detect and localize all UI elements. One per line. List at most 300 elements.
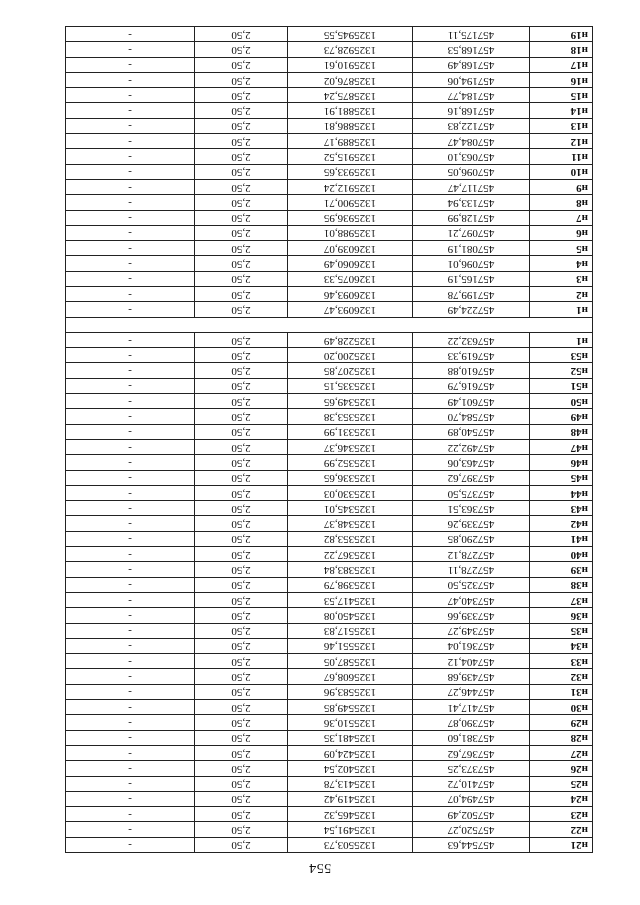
block-separator-row <box>66 317 593 332</box>
note-cell: - <box>66 118 195 133</box>
error-cell: 2,50 <box>195 470 288 485</box>
point-id-cell: н5 <box>530 241 593 256</box>
point-id-cell: н9 <box>530 179 593 194</box>
table-row <box>66 363 593 378</box>
x-coordinate-cell: 457540,89 <box>413 424 530 439</box>
x-coordinate-cell: 457133,94 <box>413 195 530 210</box>
note-cell: - <box>66 715 195 730</box>
error-cell: 2,50 <box>195 26 288 41</box>
coordinates-table-body <box>66 26 593 852</box>
note-cell: - <box>66 439 195 454</box>
x-coordinate-cell: 457340,47 <box>413 592 530 607</box>
x-coordinate-cell: 457616,79 <box>413 378 530 393</box>
point-id-cell: н26 <box>530 761 593 776</box>
error-cell: 2,50 <box>195 485 288 500</box>
point-id-cell: н45 <box>530 470 593 485</box>
table-row <box>66 730 593 745</box>
note-cell: - <box>66 470 195 485</box>
y-coordinate-cell: 1325912,24 <box>288 179 413 194</box>
note-cell: - <box>66 225 195 240</box>
y-coordinate-cell: 1326060,49 <box>288 256 413 271</box>
y-coordinate-cell: 1325331,99 <box>288 424 413 439</box>
table-row <box>66 42 593 57</box>
note-cell: - <box>66 669 195 684</box>
table-row <box>66 791 593 806</box>
table-row <box>66 577 593 592</box>
error-cell: 2,50 <box>195 562 288 577</box>
table-row <box>66 118 593 133</box>
note-cell: - <box>66 195 195 210</box>
y-coordinate-cell: 1326039,07 <box>288 241 413 256</box>
error-cell: 2,50 <box>195 271 288 286</box>
note-cell: - <box>66 776 195 791</box>
note-cell: - <box>66 516 195 531</box>
note-cell: - <box>66 103 195 118</box>
table-row <box>66 470 593 485</box>
error-cell: 2,50 <box>195 837 288 852</box>
error-cell: 2,50 <box>195 72 288 87</box>
table-row <box>66 394 593 409</box>
note-cell: - <box>66 424 195 439</box>
table-row <box>66 256 593 271</box>
table-row <box>66 547 593 562</box>
point-id-cell: н49 <box>530 409 593 424</box>
point-id-cell: н53 <box>530 348 593 363</box>
x-coordinate-cell: 457325,50 <box>413 577 530 592</box>
note-cell: - <box>66 485 195 500</box>
x-coordinate-cell: 457096,01 <box>413 256 530 271</box>
table-row <box>66 592 593 607</box>
note-cell: - <box>66 363 195 378</box>
point-id-cell: н16 <box>530 72 593 87</box>
y-coordinate-cell: 1325889,17 <box>288 134 413 149</box>
y-coordinate-cell: 1325936,95 <box>288 210 413 225</box>
x-coordinate-cell: 457492,22 <box>413 439 530 454</box>
x-coordinate-cell: 457463,06 <box>413 455 530 470</box>
table-row <box>66 195 593 210</box>
note-cell: - <box>66 761 195 776</box>
x-coordinate-cell: 457168,16 <box>413 103 530 118</box>
point-id-cell: н1 <box>530 332 593 347</box>
point-id-cell: н2 <box>530 287 593 302</box>
point-id-cell: н1 <box>530 302 593 317</box>
error-cell: 2,50 <box>195 700 288 715</box>
error-cell: 2,50 <box>195 516 288 531</box>
y-coordinate-cell: 1325345,01 <box>288 501 413 516</box>
point-id-cell: н47 <box>530 439 593 454</box>
x-coordinate-cell: 457361,04 <box>413 638 530 653</box>
point-id-cell: н25 <box>530 776 593 791</box>
y-coordinate-cell: 1325465,32 <box>288 807 413 822</box>
y-coordinate-cell: 1325450,08 <box>288 608 413 623</box>
y-coordinate-cell: 1325933,65 <box>288 164 413 179</box>
x-coordinate-cell: 457278,11 <box>413 562 530 577</box>
error-cell: 2,50 <box>195 791 288 806</box>
x-coordinate-cell: 457584,70 <box>413 409 530 424</box>
table-row <box>66 287 593 302</box>
y-coordinate-cell: 1325353,38 <box>288 409 413 424</box>
note-cell: - <box>66 684 195 699</box>
point-id-cell: н43 <box>530 501 593 516</box>
note-cell: - <box>66 531 195 546</box>
y-coordinate-cell: 1325207,85 <box>288 363 413 378</box>
y-coordinate-cell: 1325330,03 <box>288 485 413 500</box>
x-coordinate-cell: 457381,60 <box>413 730 530 745</box>
table-row <box>66 179 593 194</box>
table-row <box>66 822 593 837</box>
point-id-cell: н37 <box>530 592 593 607</box>
note-cell: - <box>66 409 195 424</box>
table-row <box>66 776 593 791</box>
x-coordinate-cell: 457417,41 <box>413 700 530 715</box>
note-cell: - <box>66 26 195 41</box>
y-coordinate-cell: 1325402,54 <box>288 761 413 776</box>
point-id-cell: н52 <box>530 363 593 378</box>
error-cell: 2,50 <box>195 118 288 133</box>
x-coordinate-cell: 457278,12 <box>413 547 530 562</box>
note-cell: - <box>66 547 195 562</box>
note-cell: - <box>66 256 195 271</box>
table-row <box>66 302 593 317</box>
table-row <box>66 57 593 72</box>
note-cell: - <box>66 837 195 852</box>
point-id-cell: н7 <box>530 210 593 225</box>
table-row <box>66 378 593 393</box>
x-coordinate-cell: 457339,26 <box>413 516 530 531</box>
y-coordinate-cell: 1325228,49 <box>288 332 413 347</box>
error-cell: 2,50 <box>195 669 288 684</box>
table-row <box>66 26 593 41</box>
table-row <box>66 409 593 424</box>
y-coordinate-cell: 1325336,65 <box>288 470 413 485</box>
point-id-cell: н48 <box>530 424 593 439</box>
table-row <box>66 623 593 638</box>
y-coordinate-cell: 1325352,99 <box>288 455 413 470</box>
note-cell: - <box>66 623 195 638</box>
error-cell: 2,50 <box>195 164 288 179</box>
y-coordinate-cell: 1326093,47 <box>288 302 413 317</box>
table-row <box>66 210 593 225</box>
y-coordinate-cell: 1325413,78 <box>288 776 413 791</box>
point-id-cell: н39 <box>530 562 593 577</box>
x-coordinate-cell: 457224,49 <box>413 302 530 317</box>
table-row <box>66 424 593 439</box>
note-cell: - <box>66 807 195 822</box>
note-cell: - <box>66 271 195 286</box>
error-cell: 2,50 <box>195 424 288 439</box>
note-cell: - <box>66 562 195 577</box>
note-cell: - <box>66 57 195 72</box>
y-coordinate-cell: 1325417,53 <box>288 592 413 607</box>
table-row <box>66 516 593 531</box>
y-coordinate-cell: 1325491,54 <box>288 822 413 837</box>
y-coordinate-cell: 1325346,37 <box>288 439 413 454</box>
x-coordinate-cell: 457339,66 <box>413 608 530 623</box>
table-row <box>66 608 593 623</box>
table-row <box>66 455 593 470</box>
note-cell: - <box>66 241 195 256</box>
note-cell: - <box>66 730 195 745</box>
point-id-cell: н27 <box>530 745 593 760</box>
table-row <box>66 332 593 347</box>
x-coordinate-cell: 457096,05 <box>413 164 530 179</box>
x-coordinate-cell: 457619,33 <box>413 348 530 363</box>
note-cell: - <box>66 149 195 164</box>
point-id-cell: н50 <box>530 394 593 409</box>
y-coordinate-cell: 1325945,55 <box>288 26 413 41</box>
error-cell: 2,50 <box>195 807 288 822</box>
note-cell: - <box>66 348 195 363</box>
note-cell: - <box>66 287 195 302</box>
point-id-cell: н32 <box>530 669 593 684</box>
point-id-cell: н40 <box>530 547 593 562</box>
note-cell: - <box>66 210 195 225</box>
y-coordinate-cell: 1326075,33 <box>288 271 413 286</box>
table-row <box>66 562 593 577</box>
note-cell: - <box>66 378 195 393</box>
point-id-cell: н41 <box>530 531 593 546</box>
x-coordinate-cell: 457544,63 <box>413 837 530 852</box>
table-row <box>66 654 593 669</box>
x-coordinate-cell: 457439,68 <box>413 669 530 684</box>
point-id-cell: н11 <box>530 149 593 164</box>
point-id-cell: н28 <box>530 730 593 745</box>
note-cell: - <box>66 745 195 760</box>
error-cell: 2,50 <box>195 256 288 271</box>
error-cell: 2,50 <box>195 134 288 149</box>
table-row <box>66 669 593 684</box>
error-cell: 2,50 <box>195 776 288 791</box>
point-id-cell: н46 <box>530 455 593 470</box>
x-coordinate-cell: 457390,87 <box>413 715 530 730</box>
table-row <box>66 241 593 256</box>
note-cell: - <box>66 791 195 806</box>
table-row <box>66 638 593 653</box>
x-coordinate-cell: 457502,49 <box>413 807 530 822</box>
error-cell: 2,50 <box>195 654 288 669</box>
x-coordinate-cell: 457175,11 <box>413 26 530 41</box>
point-id-cell: н23 <box>530 807 593 822</box>
table-row <box>66 103 593 118</box>
table-row <box>66 485 593 500</box>
y-coordinate-cell: 1325481,35 <box>288 730 413 745</box>
x-coordinate-cell: 457446,27 <box>413 684 530 699</box>
y-coordinate-cell: 1325419,42 <box>288 791 413 806</box>
point-id-cell: н38 <box>530 577 593 592</box>
x-coordinate-cell: 457063,10 <box>413 149 530 164</box>
table-row <box>66 501 593 516</box>
note-cell: - <box>66 302 195 317</box>
y-coordinate-cell: 1326093,46 <box>288 287 413 302</box>
x-coordinate-cell: 457520,27 <box>413 822 530 837</box>
note-cell: - <box>66 654 195 669</box>
point-id-cell: н12 <box>530 134 593 149</box>
table-row <box>66 72 593 87</box>
point-id-cell: н44 <box>530 485 593 500</box>
point-id-cell: н19 <box>530 26 593 41</box>
x-coordinate-cell: 457168,53 <box>413 42 530 57</box>
x-coordinate-cell: 457397,62 <box>413 470 530 485</box>
x-coordinate-cell: 457601,49 <box>413 394 530 409</box>
y-coordinate-cell: 1325900,71 <box>288 195 413 210</box>
table-row <box>66 700 593 715</box>
error-cell: 2,50 <box>195 439 288 454</box>
note-cell: - <box>66 332 195 347</box>
table-row <box>66 837 593 852</box>
x-coordinate-cell: 457128,99 <box>413 210 530 225</box>
point-id-cell: н3 <box>530 271 593 286</box>
table-row <box>66 88 593 103</box>
point-id-cell: н34 <box>530 638 593 653</box>
error-cell: 2,50 <box>195 822 288 837</box>
point-id-cell: н30 <box>530 700 593 715</box>
error-cell: 2,50 <box>195 455 288 470</box>
x-coordinate-cell: 457367,62 <box>413 745 530 760</box>
error-cell: 2,50 <box>195 745 288 760</box>
note-cell: - <box>66 179 195 194</box>
error-cell: 2,50 <box>195 638 288 653</box>
y-coordinate-cell: 1325549,85 <box>288 700 413 715</box>
y-coordinate-cell: 1325988,01 <box>288 225 413 240</box>
error-cell: 2,50 <box>195 302 288 317</box>
x-coordinate-cell: 457117,47 <box>413 179 530 194</box>
y-coordinate-cell: 1325335,15 <box>288 378 413 393</box>
y-coordinate-cell: 1325583,96 <box>288 684 413 699</box>
table-row <box>66 531 593 546</box>
point-id-cell: н21 <box>530 837 593 852</box>
note-cell: - <box>66 394 195 409</box>
error-cell: 2,50 <box>195 241 288 256</box>
y-coordinate-cell: 1325367,22 <box>288 547 413 562</box>
point-id-cell: н35 <box>530 623 593 638</box>
y-coordinate-cell: 1325383,84 <box>288 562 413 577</box>
point-id-cell: н17 <box>530 57 593 72</box>
x-coordinate-cell: 457373,25 <box>413 761 530 776</box>
point-id-cell: н4 <box>530 256 593 271</box>
point-id-cell: н6 <box>530 225 593 240</box>
y-coordinate-cell: 1325928,73 <box>288 42 413 57</box>
table-row <box>66 745 593 760</box>
error-cell: 2,50 <box>195 715 288 730</box>
y-coordinate-cell: 1325503,73 <box>288 837 413 852</box>
x-coordinate-cell: 457290,85 <box>413 531 530 546</box>
x-coordinate-cell: 457097,21 <box>413 225 530 240</box>
table-row <box>66 134 593 149</box>
note-cell: - <box>66 700 195 715</box>
error-cell: 2,50 <box>195 195 288 210</box>
point-id-cell: н18 <box>530 42 593 57</box>
x-coordinate-cell: 457404,12 <box>413 654 530 669</box>
x-coordinate-cell: 457168,49 <box>413 57 530 72</box>
x-coordinate-cell: 457375,50 <box>413 485 530 500</box>
y-coordinate-cell: 1325510,36 <box>288 715 413 730</box>
error-cell: 2,50 <box>195 623 288 638</box>
block-separator-cell <box>66 317 593 332</box>
error-cell: 2,50 <box>195 409 288 424</box>
x-coordinate-cell: 457610,88 <box>413 363 530 378</box>
note-cell: - <box>66 638 195 653</box>
note-cell: - <box>66 822 195 837</box>
error-cell: 2,50 <box>195 547 288 562</box>
error-cell: 2,50 <box>195 730 288 745</box>
error-cell: 2,50 <box>195 42 288 57</box>
error-cell: 2,50 <box>195 363 288 378</box>
point-id-cell: н14 <box>530 103 593 118</box>
page-number: 554 <box>308 860 332 875</box>
y-coordinate-cell: 1325398,79 <box>288 577 413 592</box>
point-id-cell: н24 <box>530 791 593 806</box>
y-coordinate-cell: 1325910,61 <box>288 57 413 72</box>
note-cell: - <box>66 88 195 103</box>
x-coordinate-cell: 457199,78 <box>413 287 530 302</box>
x-coordinate-cell: 457363,51 <box>413 501 530 516</box>
error-cell: 2,50 <box>195 149 288 164</box>
error-cell: 2,50 <box>195 287 288 302</box>
point-id-cell: н22 <box>530 822 593 837</box>
error-cell: 2,50 <box>195 592 288 607</box>
table-row <box>66 684 593 699</box>
y-coordinate-cell: 1325915,52 <box>288 149 413 164</box>
note-cell: - <box>66 501 195 516</box>
note-cell: - <box>66 608 195 623</box>
note-cell: - <box>66 577 195 592</box>
y-coordinate-cell: 1325551,46 <box>288 638 413 653</box>
y-coordinate-cell: 1325881,91 <box>288 103 413 118</box>
point-id-cell: н29 <box>530 715 593 730</box>
x-coordinate-cell: 457494,07 <box>413 791 530 806</box>
x-coordinate-cell: 457122,83 <box>413 118 530 133</box>
point-id-cell: н31 <box>530 684 593 699</box>
error-cell: 2,50 <box>195 88 288 103</box>
error-cell: 2,50 <box>195 531 288 546</box>
x-coordinate-cell: 457632,22 <box>413 332 530 347</box>
error-cell: 2,50 <box>195 608 288 623</box>
table-row <box>66 439 593 454</box>
y-coordinate-cell: 1325353,82 <box>288 531 413 546</box>
error-cell: 2,50 <box>195 761 288 776</box>
table-row <box>66 348 593 363</box>
y-coordinate-cell: 1325876,02 <box>288 72 413 87</box>
table-row <box>66 271 593 286</box>
error-cell: 2,50 <box>195 103 288 118</box>
y-coordinate-cell: 1325348,37 <box>288 516 413 531</box>
y-coordinate-cell: 1325587,05 <box>288 654 413 669</box>
table-row <box>66 715 593 730</box>
note-cell: - <box>66 134 195 149</box>
table-row <box>66 807 593 822</box>
point-id-cell: н36 <box>530 608 593 623</box>
error-cell: 2,50 <box>195 378 288 393</box>
y-coordinate-cell: 1325349,65 <box>288 394 413 409</box>
error-cell: 2,50 <box>195 577 288 592</box>
note-cell: - <box>66 592 195 607</box>
y-coordinate-cell: 1325608,67 <box>288 669 413 684</box>
x-coordinate-cell: 457081,19 <box>413 241 530 256</box>
table-row <box>66 225 593 240</box>
x-coordinate-cell: 457165,19 <box>413 271 530 286</box>
x-coordinate-cell: 457410,72 <box>413 776 530 791</box>
note-cell: - <box>66 164 195 179</box>
error-cell: 2,50 <box>195 684 288 699</box>
table-row <box>66 164 593 179</box>
error-cell: 2,50 <box>195 394 288 409</box>
point-id-cell: н15 <box>530 88 593 103</box>
y-coordinate-cell: 1325886,81 <box>288 118 413 133</box>
note-cell: - <box>66 455 195 470</box>
error-cell: 2,50 <box>195 179 288 194</box>
x-coordinate-cell: 457349,27 <box>413 623 530 638</box>
error-cell: 2,50 <box>195 332 288 347</box>
